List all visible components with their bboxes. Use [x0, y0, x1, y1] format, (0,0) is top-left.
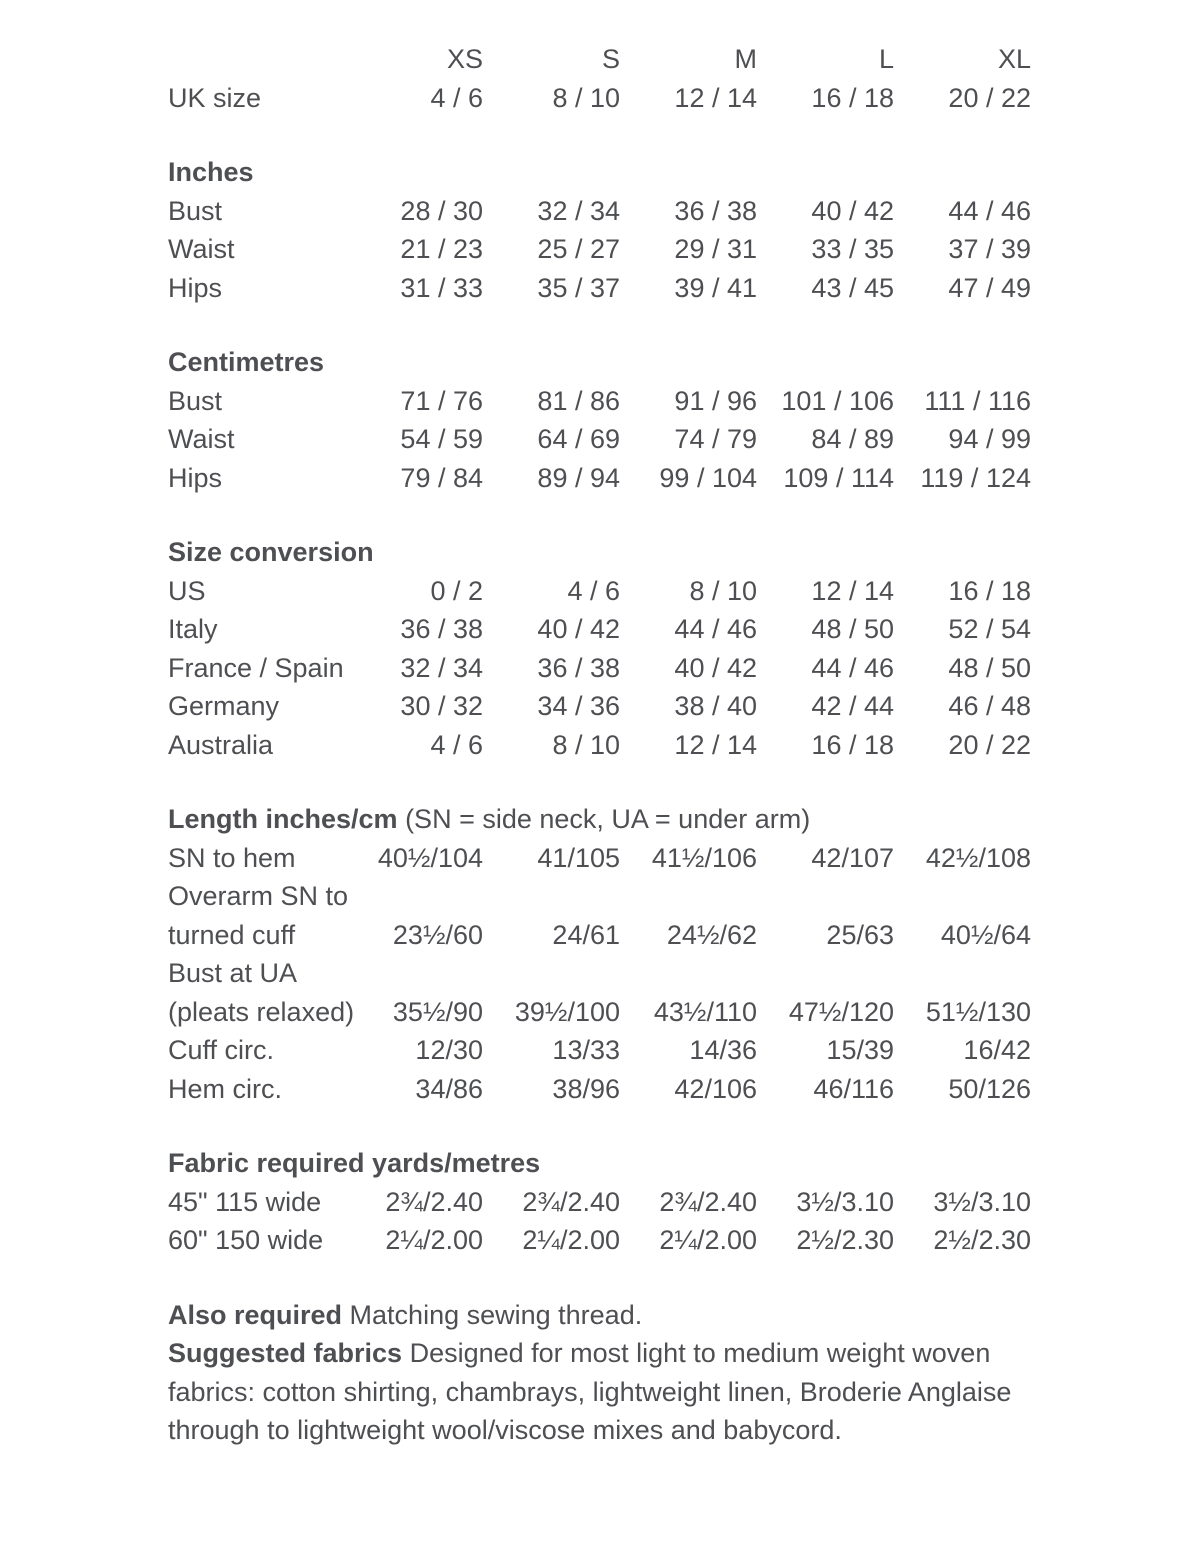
value-xs: 71 / 76 [400, 385, 483, 416]
section-inches [168, 153, 1140, 307]
value-xl: 48 / 50 [948, 652, 1031, 683]
value-s: 64 / 69 [537, 424, 620, 454]
value-m: 39 / 41 [674, 272, 757, 303]
table-row-hem-circ [168, 1070, 1140, 1109]
value-xl: 52 / 54 [948, 614, 1031, 644]
value-m: 29 / 31 [674, 234, 757, 264]
value-l: 84 / 89 [811, 424, 894, 454]
value-xl: 16/42 [963, 1035, 1031, 1065]
value-xl: 2½/2.30 [933, 1225, 1031, 1255]
value-s: 8 / 10 [552, 729, 620, 760]
value-m: 74 / 79 [674, 424, 757, 454]
value-xs: 54 / 59 [400, 424, 483, 454]
size-header-row [168, 40, 1140, 79]
value-l: 101 / 106 [781, 385, 894, 416]
value-s: 39½/100 [514, 996, 620, 1027]
row-label: France / Spain [168, 652, 344, 683]
row-label: 45" 115 wide [168, 1186, 322, 1217]
value-xl: 51½/130 [925, 996, 1031, 1027]
value-xl: 94 / 99 [948, 424, 1031, 454]
value-xs: 35½/90 [392, 996, 483, 1027]
table-row-bust-cm [168, 382, 1140, 421]
note-label: Also required [168, 1299, 343, 1330]
table-row-waist-cm [168, 420, 1140, 459]
value-xl: 3½/3.10 [933, 1186, 1031, 1217]
section-heading-centimetres: Centimetres [168, 347, 325, 377]
section-fabric [168, 1144, 1140, 1260]
value-m: 38 / 40 [674, 691, 757, 721]
value-l: 40 / 42 [811, 195, 894, 226]
row-label: Cuff circ. [168, 1035, 275, 1065]
header-spacer [168, 40, 346, 79]
table-row-60-wide [168, 1221, 1140, 1260]
value-xs: 21 / 23 [400, 234, 483, 264]
value-xl: 20 / 22 [948, 82, 1031, 113]
value-xs: 36 / 38 [400, 614, 483, 644]
table-row-sn-to-hem [168, 839, 1140, 878]
value-s [483, 877, 620, 916]
value-m: 2¾/2.40 [659, 1186, 757, 1217]
value-m: 12 / 14 [674, 729, 757, 760]
value-s: 34 / 36 [537, 691, 620, 721]
row-label: UK size [168, 82, 262, 113]
note-text: Matching sewing thread. [342, 1299, 643, 1330]
value-m [620, 877, 757, 916]
value-m: 2¼/2.00 [659, 1225, 757, 1255]
value-l: 46/116 [813, 1073, 894, 1104]
table-row-hips-cm [168, 459, 1140, 498]
row-label: Bust [168, 195, 223, 226]
table-row-overarm-sn [168, 877, 1140, 916]
value-s: 89 / 94 [537, 462, 620, 493]
value-xs: 4 / 6 [430, 729, 483, 760]
value-l: 33 / 35 [811, 234, 894, 264]
section-heading-inches: Inches [168, 157, 254, 187]
value-s: 24/61 [552, 919, 620, 950]
length-heading-title: Length inches/cm [168, 804, 398, 834]
value-s: 40 / 42 [537, 614, 620, 644]
value-xs: 2¾/2.40 [385, 1186, 483, 1217]
row-label: 60" 150 wide [168, 1225, 324, 1255]
value-m: 12 / 14 [674, 82, 757, 113]
section-centimetres [168, 343, 1140, 497]
row-label: Hips [168, 462, 223, 493]
value-xl [894, 877, 1031, 916]
value-xl: 40½/64 [940, 919, 1031, 950]
size-header-xl: XL [997, 44, 1031, 74]
row-label: Australia [168, 729, 274, 760]
value-m: 24½/62 [666, 919, 757, 950]
section-heading-fabric: Fabric required yards/metres [168, 1148, 541, 1178]
value-s: 38/96 [552, 1073, 620, 1104]
value-s: 4 / 6 [567, 575, 620, 606]
table-row-italy [168, 610, 1140, 649]
table-row-cuff-circ [168, 1031, 1140, 1070]
value-l: 25/63 [826, 919, 894, 950]
value-l: 109 / 114 [783, 462, 894, 493]
value-l: 48 / 50 [811, 614, 894, 644]
value-l [757, 877, 894, 916]
table-row-france-spain [168, 649, 1140, 688]
table-row-us [168, 572, 1140, 611]
value-xl: 47 / 49 [948, 272, 1031, 303]
table-row-turned-cuff [168, 916, 1140, 955]
row-label: Waist [168, 234, 235, 264]
value-s: 13/33 [552, 1035, 620, 1065]
value-l: 44 / 46 [811, 652, 894, 683]
notes-block [168, 1296, 1073, 1450]
value-xs: 0 / 2 [430, 575, 483, 606]
value-m: 40 / 42 [674, 652, 757, 683]
value-xs: 31 / 33 [400, 272, 483, 303]
value-m: 41½/106 [651, 842, 757, 873]
value-l: 3½/3.10 [796, 1186, 894, 1217]
value-m: 14/36 [689, 1035, 757, 1065]
value-xl: 20 / 22 [948, 729, 1031, 760]
value-xs: 32 / 34 [400, 652, 483, 683]
note-also-required [168, 1296, 1073, 1335]
table-row-hips-in [168, 269, 1140, 308]
table-row-bust-at-ua [168, 954, 1140, 993]
value-xs: 28 / 30 [400, 195, 483, 226]
value-xl: 44 / 46 [948, 195, 1031, 226]
value-xs: 34/86 [415, 1073, 483, 1104]
value-m: 42/106 [674, 1073, 757, 1104]
row-label: Bust [168, 385, 223, 416]
value-s: 35 / 37 [537, 272, 620, 303]
table-row-45-wide [168, 1183, 1140, 1222]
value-m: 44 / 46 [674, 614, 757, 644]
value-m: 99 / 104 [659, 462, 757, 493]
row-label: (pleats relaxed) [168, 996, 355, 1027]
size-header-s: S [601, 44, 620, 74]
value-l: 42/107 [811, 842, 894, 873]
value-xl: 46 / 48 [948, 691, 1031, 721]
value-s: 2¼/2.00 [522, 1225, 620, 1255]
row-label: SN to hem [168, 842, 296, 873]
value-xs: 40½/104 [377, 842, 483, 873]
value-m [620, 954, 757, 993]
value-l: 47½/120 [788, 996, 894, 1027]
section-heading-size-conversion: Size conversion [168, 537, 374, 567]
value-s [483, 954, 620, 993]
value-xl: 50/126 [948, 1073, 1031, 1104]
value-xs: 30 / 32 [400, 691, 483, 721]
note-label: Suggested fabrics [168, 1338, 403, 1368]
value-s: 32 / 34 [537, 195, 620, 226]
value-xs: 2¼/2.00 [385, 1225, 483, 1255]
table-row-australia [168, 726, 1140, 765]
row-label: Overarm SN to [168, 881, 349, 911]
value-xs [346, 954, 483, 993]
value-s: 25 / 27 [537, 234, 620, 264]
section-heading-length [168, 800, 1140, 839]
size-header-l: L [878, 44, 894, 74]
value-xl: 119 / 124 [920, 462, 1031, 493]
row-label: Hips [168, 272, 223, 303]
value-s: 81 / 86 [537, 385, 620, 416]
value-xl: 111 / 116 [924, 385, 1031, 416]
value-xl [894, 954, 1031, 993]
value-s: 36 / 38 [537, 652, 620, 683]
value-l [757, 954, 894, 993]
value-s: 8 / 10 [552, 82, 620, 113]
table-row-uk-size [168, 79, 1140, 118]
value-xs: 12/30 [415, 1035, 483, 1065]
value-l: 43 / 45 [811, 272, 894, 303]
value-xs: 4 / 6 [430, 82, 483, 113]
row-label: turned cuff [168, 919, 296, 950]
length-heading-note: (SN = side neck, UA = under arm) [405, 804, 811, 834]
value-s: 41/105 [537, 842, 620, 873]
value-s: 2¾/2.40 [522, 1186, 620, 1217]
table-row-pleats-relaxed [168, 993, 1140, 1032]
value-m: 43½/110 [653, 996, 757, 1027]
note-text: Designed for most light to medium weight woven fabrics: cotton shirting, chambrays, lightweight linen, Broderie Anglaise through to lightweight wool/viscose mixes and babycord. [168, 1338, 1012, 1445]
row-label: Italy [168, 614, 218, 644]
value-xs: 79 / 84 [400, 462, 483, 493]
row-label: Hem circ. [168, 1073, 282, 1104]
value-l: 42 / 44 [811, 691, 894, 721]
table-row-waist-in [168, 230, 1140, 269]
value-xl: 42½/108 [925, 842, 1031, 873]
section-size-conversion [168, 533, 1140, 764]
section-length [168, 800, 1140, 1108]
value-l: 2½/2.30 [796, 1225, 894, 1255]
value-l: 15/39 [826, 1035, 894, 1065]
value-m: 8 / 10 [689, 575, 757, 606]
value-l: 12 / 14 [811, 575, 894, 606]
value-l: 16 / 18 [811, 82, 894, 113]
table-row-bust-in [168, 192, 1140, 231]
value-xl: 16 / 18 [948, 575, 1031, 606]
table-row-germany [168, 687, 1140, 726]
row-label: Germany [168, 691, 280, 721]
value-xl: 37 / 39 [948, 234, 1031, 264]
value-xs [346, 877, 483, 916]
row-label: Waist [168, 424, 235, 454]
size-header-m: M [734, 44, 757, 74]
note-suggested-fabrics [168, 1334, 1073, 1450]
row-label: US [168, 575, 206, 606]
value-l: 16 / 18 [811, 729, 894, 760]
value-m: 91 / 96 [674, 385, 757, 416]
row-label: Bust at UA [168, 958, 298, 988]
size-header-xs: XS [446, 44, 483, 74]
value-m: 36 / 38 [674, 195, 757, 226]
value-xs: 23½/60 [392, 919, 483, 950]
